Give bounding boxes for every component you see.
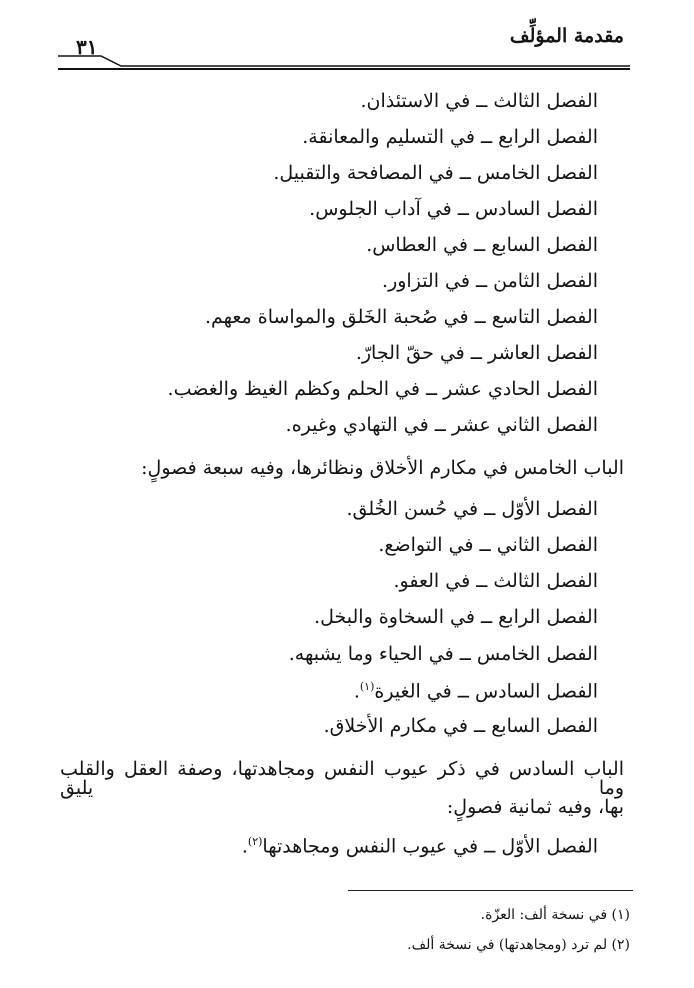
chapter-line: الفصل الحادي عشر ــ في الحلم وكظم الغيظ والغضب.	[167, 378, 598, 400]
chapter-line: الفصل الثامن ــ في التزاور.	[382, 270, 598, 292]
footnote-rule	[348, 890, 633, 891]
chapter-line: الفصل السابع ــ في العطاس.	[366, 234, 598, 256]
chapter-line: الفصل التاسع ــ في صُحبة الخَلق والمواساة معهم.	[204, 306, 598, 328]
chapter-line: الفصل الثالث ــ في العفو.	[393, 570, 598, 592]
chapter-line: الفصل الخامس ــ في المصافحة والتقبيل.	[273, 162, 598, 184]
section-heading: الباب السادس في ذكر عيوب النفس ومجاهدتها، وصفة العقل والقلب وما يليق	[60, 758, 624, 799]
running-header-title: مقدمة المؤلِّف	[509, 25, 624, 47]
footnote-ref: (٢)	[247, 835, 263, 848]
page-number: ٣١	[76, 35, 98, 59]
footnote: (١) في نسخة ألف: العزّة.	[480, 907, 630, 923]
chapter-line: الفصل السادس ــ في آداب الجلوس.	[309, 198, 598, 220]
chapter-line: الفصل الأوّل ــ في حُسن الخُلق.	[346, 498, 598, 520]
chapter-line: الفصل الثالث ــ في الاستئذان.	[360, 90, 598, 112]
chapter-line: الفصل الرابع ــ في التسليم والمعانقة.	[302, 126, 598, 148]
chapter-line: الفصل السادس ــ في الغيرة$^{(١)}$.	[353, 680, 598, 703]
header-rule	[0, 0, 694, 80]
chapter-line: الفصل الثاني عشر ــ في التهادي وغيره.	[285, 414, 598, 436]
footnote-ref: (١)	[359, 680, 375, 693]
chapter-line: الفصل الخامس ــ في الحياء وما يشبهه.	[288, 643, 598, 665]
chapter-text: الفصل السادس ــ في الغيرة	[374, 680, 598, 703]
footnote: (٢) لم ترد (ومجاهدتها) في نسخة ألف.	[407, 937, 630, 953]
section-heading-continuation: بها، وفيه ثمانية فصولٍ:	[446, 796, 624, 818]
chapter-line: الفصل السابع ــ في مكارم الأخلاق.	[323, 715, 598, 737]
chapter-line: الفصل الأوّل ــ في عيوب النفس ومجاهدتها$^{(٢)}$.	[241, 835, 598, 858]
chapter-line: الفصل العاشر ــ في حقّ الجارّ.	[355, 342, 598, 364]
section-heading: الباب الخامس في مكارم الأخلاق ونظائرها، وفيه سبعة فصولٍ:	[141, 457, 624, 479]
chapter-line: الفصل الرابع ــ في السخاوة والبخل.	[314, 606, 598, 628]
chapter-text: الفصل الأوّل ــ في عيوب النفس ومجاهدتها	[262, 835, 598, 858]
chapter-line: الفصل الثاني ــ في التواضع.	[378, 534, 598, 556]
